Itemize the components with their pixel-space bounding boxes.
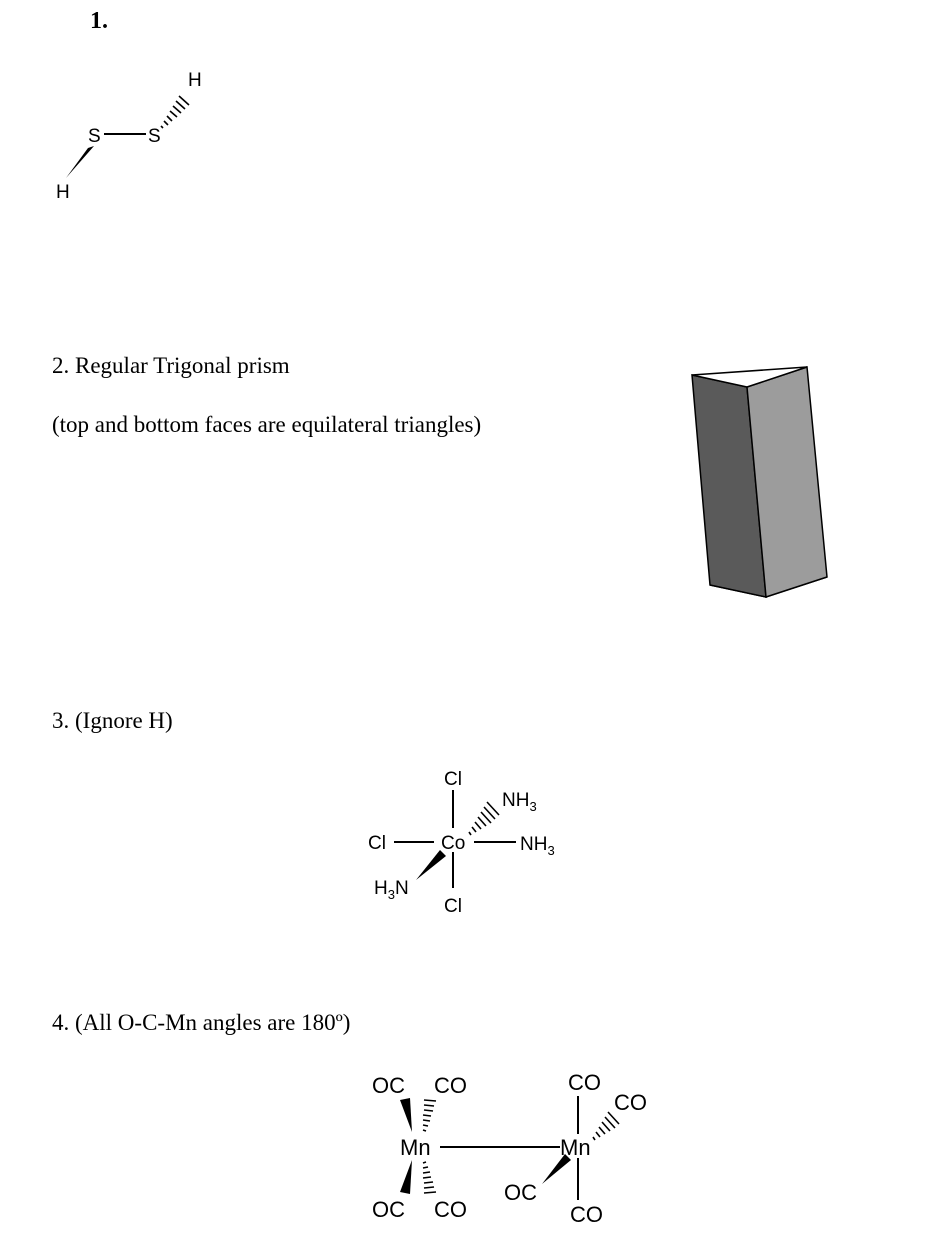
ligand-left-top-co: CO	[434, 1073, 467, 1098]
dimanganese-decacarbonyl-structure	[360, 1060, 680, 1240]
atom-s-right: S	[148, 126, 161, 147]
atom-co-center: Co	[441, 833, 466, 854]
ligand-nh3-hashed: $NH_3$	[502, 790, 537, 814]
atom-h-top: H	[188, 70, 202, 91]
question-2-title: 2. Regular Trigonal prism	[52, 353, 290, 378]
hashed-bond-nh3	[469, 802, 499, 835]
ligand-right-top-co: CO	[568, 1070, 601, 1095]
question-2-note: (top and bottom faces are equilateral triangles)	[52, 412, 482, 437]
wedge-left-top	[400, 1098, 412, 1132]
hashed-right	[593, 1112, 619, 1140]
atom-mn-right: Mn	[560, 1135, 591, 1160]
hashed-bond	[161, 96, 189, 128]
ligand-right-wedge-oc: OC	[504, 1180, 537, 1205]
ligand-right-hashed-co: CO	[614, 1090, 647, 1115]
cobalt-complex-structure	[360, 760, 590, 930]
atom-h-bottom: H	[56, 182, 70, 203]
wedge-bond-nh3	[416, 850, 446, 880]
wedge-left-bottom	[400, 1160, 412, 1194]
ligand-right-bottom-co: CO	[570, 1202, 603, 1227]
ligand-nh3-right: $NH_3$	[520, 834, 555, 858]
hashed-left-top	[423, 1100, 436, 1131]
ligand-left-bottom-co: CO	[434, 1197, 467, 1222]
question-3-title: 3. (Ignore H)	[52, 708, 173, 733]
trigonal-prism	[680, 355, 840, 615]
question-4-title: 4. (All O-C-Mn angles are 180º)	[52, 1010, 351, 1035]
wedge-bond	[66, 146, 94, 178]
h2s2-structure	[40, 60, 220, 210]
ligand-h3n-wedge: $H_3N$	[374, 878, 409, 902]
hashed-left-bottom	[423, 1162, 436, 1193]
atom-s-left: S	[88, 126, 101, 147]
ligand-left-bottom-oc: OC	[372, 1197, 405, 1222]
atom-cl-left: Cl	[368, 833, 386, 854]
atom-cl-top: Cl	[444, 769, 462, 790]
ligand-left-top-oc: OC	[372, 1073, 405, 1098]
atom-mn-left: Mn	[400, 1135, 431, 1160]
atom-cl-bottom: Cl	[444, 896, 462, 917]
question-1-number: 1.	[90, 8, 108, 34]
